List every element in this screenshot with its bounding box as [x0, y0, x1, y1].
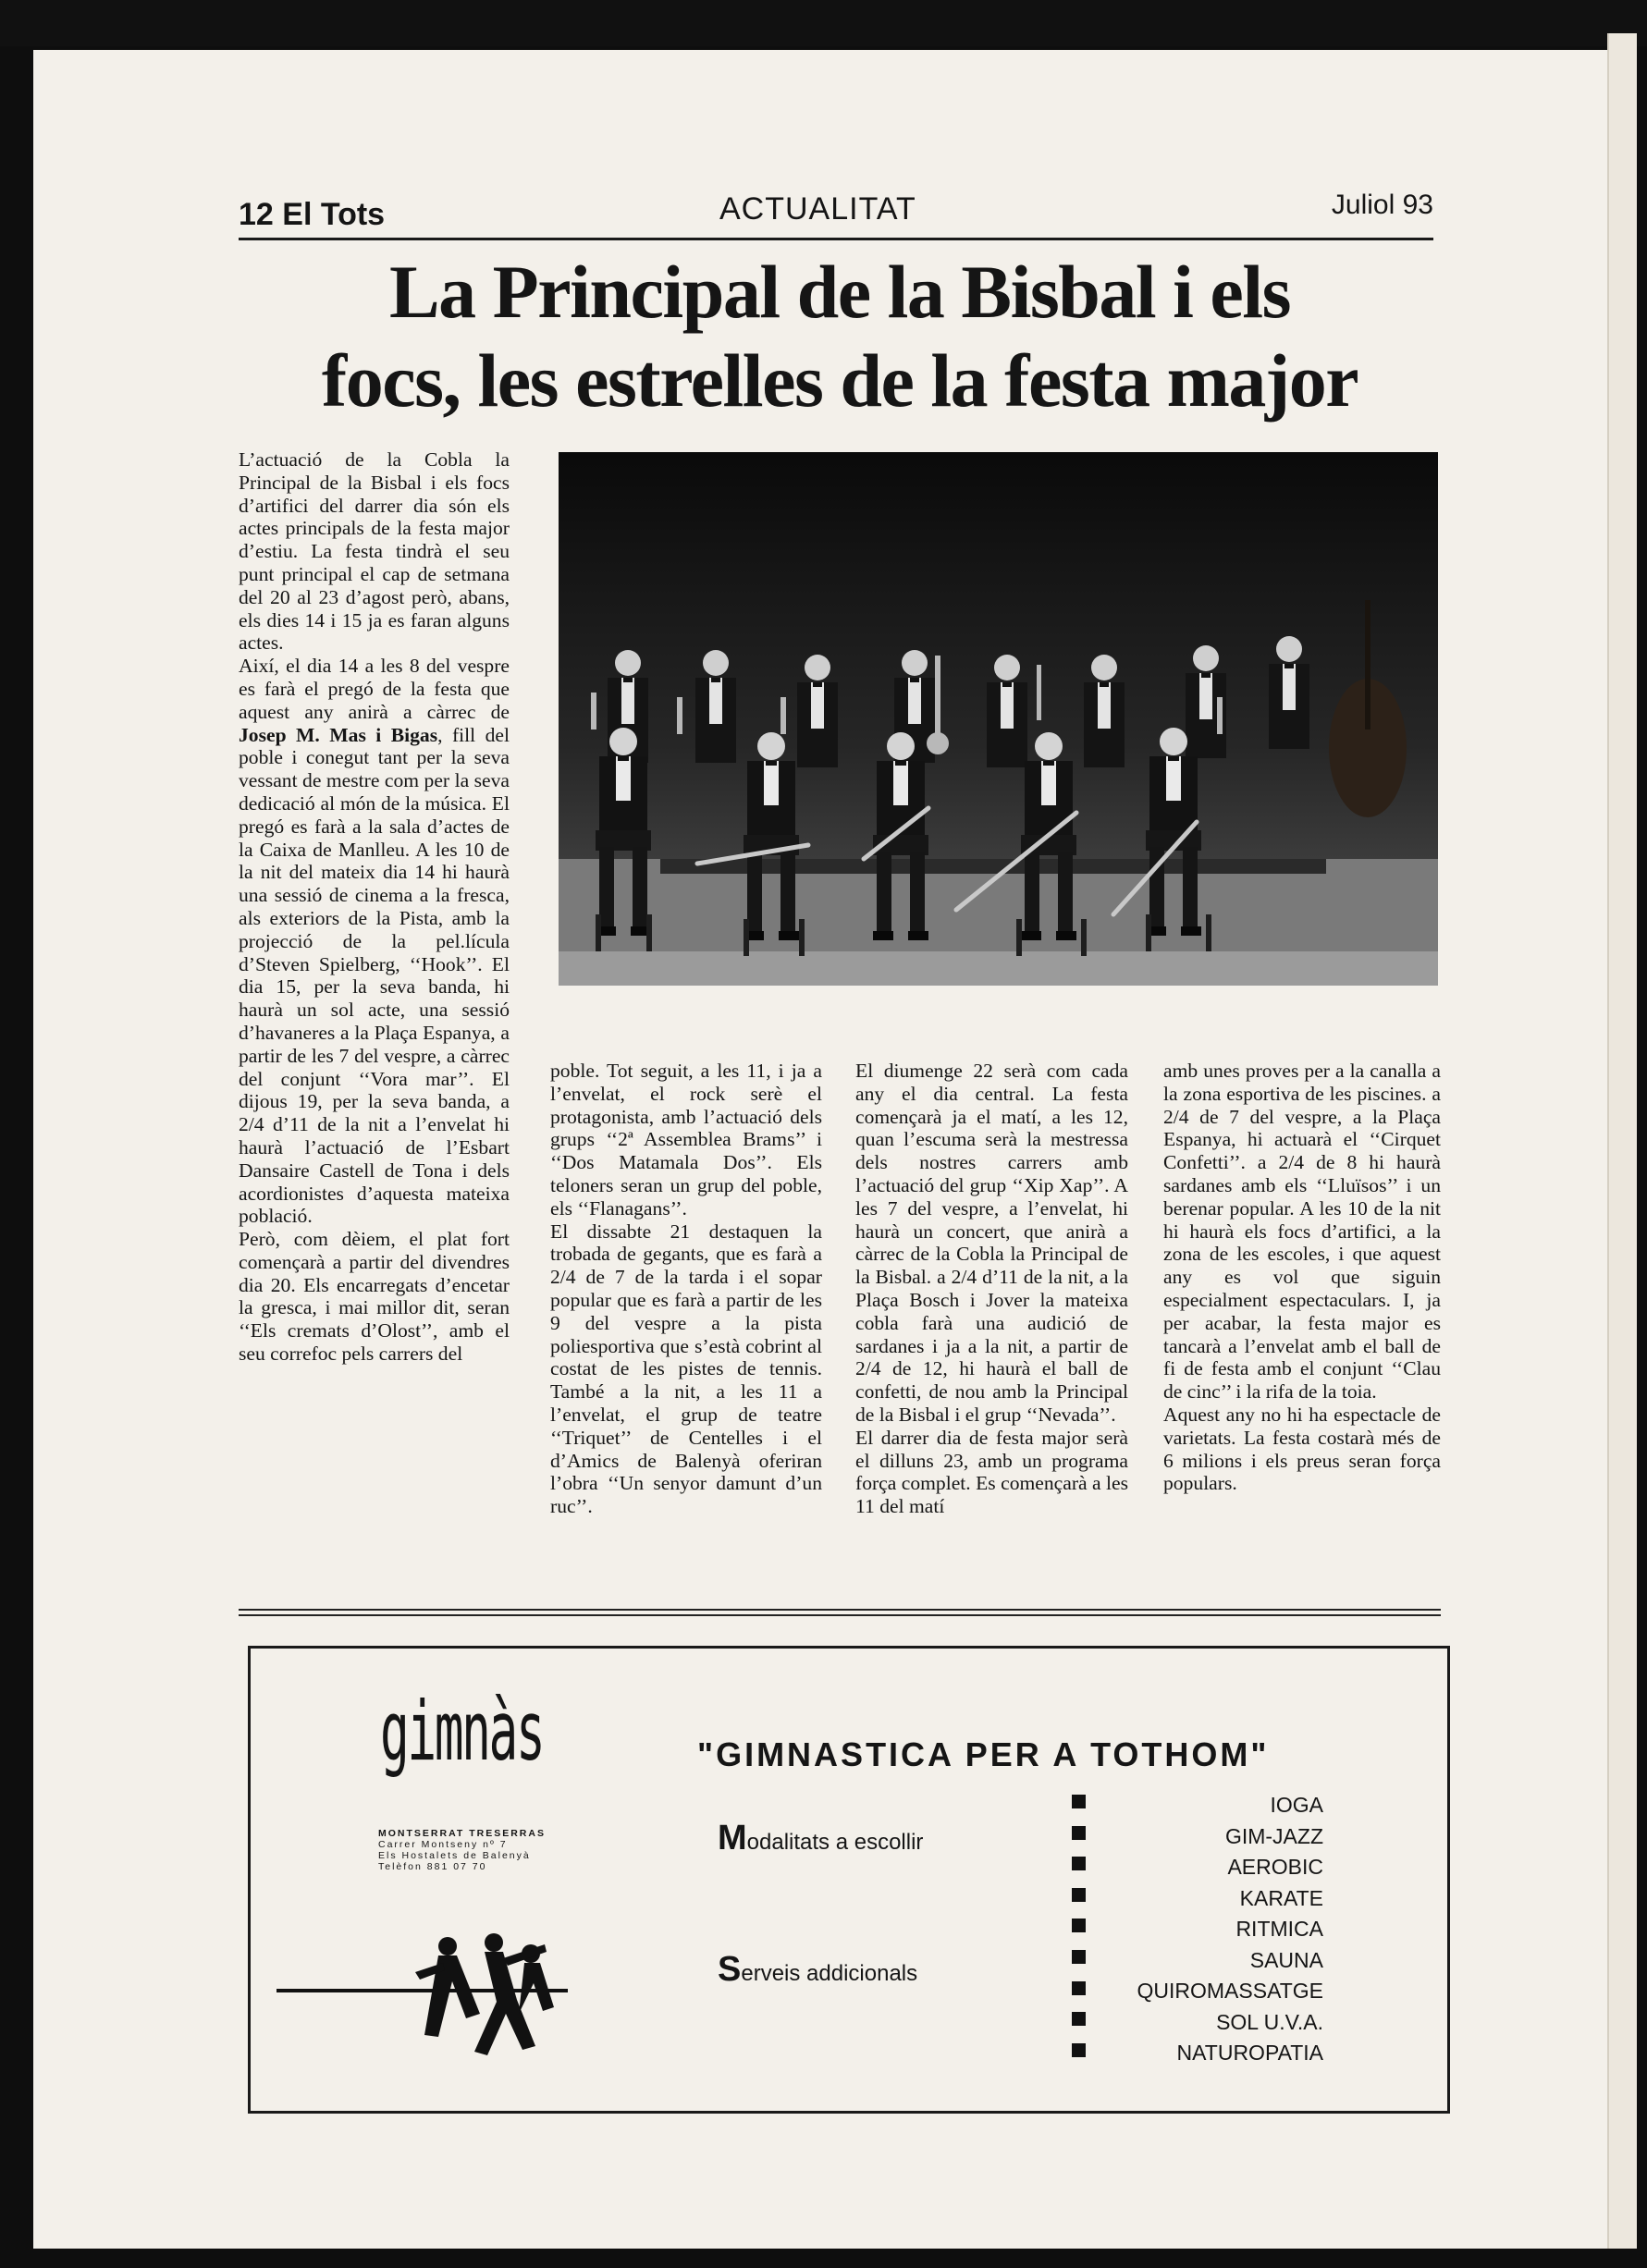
page-label: 12 El Tots — [239, 197, 386, 232]
double-divider — [239, 1609, 1441, 1616]
article-column-1 — [239, 448, 510, 1366]
bullet-square-icon — [1072, 1857, 1086, 1870]
activity-item: GIM-JAZZ — [1224, 1823, 1323, 1848]
band-photo — [559, 452, 1438, 986]
article-column-4 — [1163, 1060, 1441, 1495]
paragraph: El dissabte 21 destaquen la trobada de gegants, que es farà a 2/4 de 7 de la tarda i el sopar popular que es farà a partir de les 9 del vespre a la pista poliesportiva que s’està cobrint al costat de les pistes de tennis. També a la nit, a les 11 a l’envelat, el grup de teatre ‘‘Triquet’’ de Centelles i el d’Amics de Balenyà oferiran l’obra ‘‘Un senyor damunt d’un ruc’’. — [550, 1220, 822, 1518]
page-header — [239, 190, 1433, 240]
activity-item: AEROBIC — [1227, 1855, 1323, 1879]
paragraph: poble. Tot seguit, a les 11, i ja a l’envelat, el rock serè el protagonista, amb l’actuació dels grups ‘‘2ª Assemblea Brams’’ i ‘‘Dos Matamala Dos’’. Els teloners seran un grup del poble, els ‘‘Flanagans’’. — [550, 1060, 822, 1220]
bullet-square-icon — [1072, 1919, 1086, 1932]
section-title: ACTUALITAT — [719, 191, 916, 227]
ad-slogan: "GIMNASTICA PER A TOTHOM" — [697, 1735, 1270, 1773]
paragraph: Aquest any no hi ha espectacle de varietats. La festa costarà més de 6 milions i els preus seran força populars. — [1163, 1403, 1441, 1495]
bullet-square-icon — [1072, 1795, 1086, 1808]
gym-logo: gimnàs — [380, 1684, 544, 1779]
gym-contact — [378, 1828, 546, 1872]
activity-item: NATUROPATIA — [1176, 2041, 1323, 2065]
option-serveis: Serveis addicionals — [718, 1950, 918, 1989]
scan-border — [0, 0, 1647, 46]
owner-name: MONTSERRAT TRESERRAS — [378, 1828, 546, 1839]
phone: Telèfon 881 07 70 — [378, 1861, 487, 1872]
address: Carrer Montseny nº 7 — [378, 1839, 508, 1850]
activity-item: SAUNA — [1249, 1947, 1323, 1972]
next-page-edge — [1607, 33, 1637, 2249]
article-headline — [239, 248, 1441, 425]
bullet-square-icon — [1072, 1981, 1086, 1995]
activity-item: RITMICA — [1235, 1917, 1323, 1941]
activity-item: QUIROMASSATGE — [1137, 1979, 1323, 2003]
paragraph: El diumenge 22 serà com cada any el dia central. La festa començarà ja el matí, a les 12, quan l’escuma serà la mestressa dels nostres carrers amb l’actuació del grup ‘‘Xip Xap’’. A les 7 del vespre, a l’envelat, hi haurà un concert, que anirà a càrrec de la Cobla la Principal de la Bisbal. a 2/4 d’11 de la nit, a la Plaça Bosch i Jover la mateixa cobla farà una audició de sardanes i ja a la nit, a partir de 2/4 de 12, hi haurà el ball de confetti, de nou amb la Principal de la Bisbal i el grup ‘‘Nevada’’. — [855, 1060, 1128, 1426]
paragraph: Però, com dèiem, el plat fort començarà a partir del divendres dia 20. Els encarregats d’encetar la gresca, i mai millor dit, seran ‘‘Els cremats d’Olost’’, amb el seu correfoc pels carrers del — [239, 1228, 510, 1366]
bullet-square-icon — [1072, 1950, 1086, 1964]
paragraph: L’actuació de la Cobla la Principal de la Bisbal i els focs d’artifici del darrer dia són els actes principals de la festa major d’estiu. La festa tindrà el seu punt principal el cap de setmana del 20 al 23 d’agost però, abans, els dies 14 i 15 ja es faran alguns actes. — [239, 448, 510, 655]
activities-list — [1137, 1790, 1324, 2069]
town: Els Hostalets de Balenyà — [378, 1850, 531, 1861]
gymnasts-icon — [277, 1926, 572, 2065]
issue-date: Juliol 93 — [1331, 190, 1433, 220]
bullet-square-icon — [1072, 1888, 1086, 1902]
paragraph: El darrer dia de festa major serà el dilluns 23, amb un programa força complet. Es començarà a les 11 del matí — [855, 1426, 1128, 1518]
paragraph: Així, el dia 14 a les 8 del vespre es farà el pregó de la festa que aquest any anirà a càrrec de Josep M. Mas i Bigas, fill del poble i conegut tant per la seva vessant de mestre com per la seva dedicació al món de la música. El pregó es farà a la sala d’actes de la Caixa de Manlleu. A les 10 de la nit del mateix dia 14 hi haurà una sessió de cinema a la fresca, als exteriors de la Pista, amb la projecció de la pel.lícula d’Steven Spielberg, ‘‘Hook’’. El dia 15, per la seva banda, hi haurà un sol acte, una sessió d’havaneres a la Plaça Espanya, a partir de les 7 del vespre, a càrrec del conjunt ‘‘Vora mar’’. El dijous 19, per la seva banda, a 2/4 d’11 de la nit a l’envelat hi haurà l’actuació de l’Esbart Dansaire Castell de Tona i dels acordionistes d’aquesta mateixa població. — [239, 655, 510, 1228]
gym-advertisement — [248, 1646, 1450, 2114]
headline-line-2: focs, les estrelles de la festa major — [321, 338, 1358, 423]
pregoner-name: Josep M. Mas i Bigas — [239, 723, 438, 746]
bullet-square-icon — [1072, 2043, 1086, 2057]
headline-line-1: La Principal de la Bisbal i els — [388, 250, 1291, 334]
cobla-photo-image — [559, 452, 1438, 986]
activity-item: IOGA — [1270, 1793, 1323, 1817]
bullet-column — [1072, 1795, 1086, 2074]
bullet-square-icon — [1072, 2012, 1086, 2026]
article-column-3 — [855, 1060, 1128, 1518]
option-modalitats: Modalitats a escollir — [718, 1819, 924, 1857]
activity-item: SOL U.V.A. — [1216, 2009, 1323, 2034]
article-column-2 — [550, 1060, 822, 1518]
activity-item: KARATE — [1239, 1885, 1323, 1910]
paragraph: amb unes proves per a la canalla a la zona esportiva de les piscines. a 2/4 de 7 del vespre, a la Plaça Espanya, hi actuarà el ‘‘Cirquet Confetti’’. a 2/4 de 8 hi haurà sardanes amb els ‘‘Lluïsos’’ i un berenar popular. A les 10 de la nit hi haurà els focs d’artifici, a la zona de les escoles, i que aquest any es vol que siguin especialment espectaculars. I, ja per acabar, la festa major es tancarà a l’envelat amb el ball de fi de festa amb el conjunt ‘‘Clau de cinc’’ i la rifa de la toia. — [1163, 1060, 1441, 1404]
bullet-square-icon — [1072, 1826, 1086, 1840]
